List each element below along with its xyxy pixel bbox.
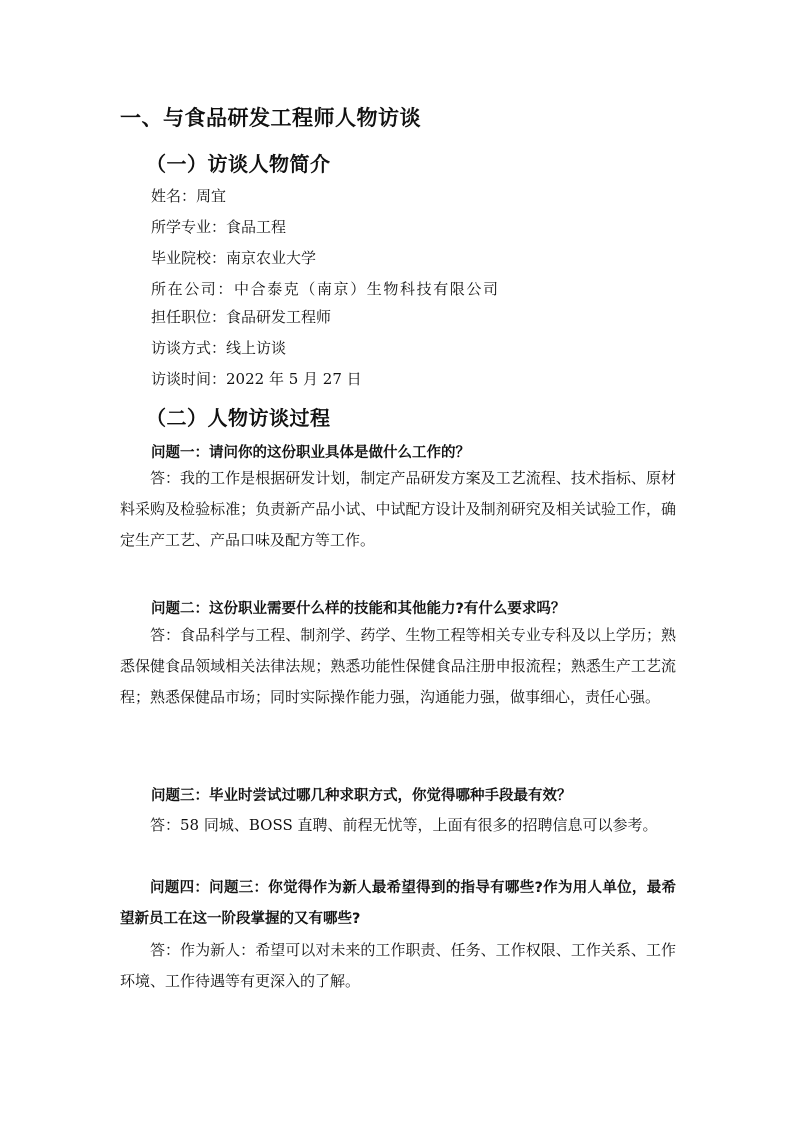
answer-3: 答：58 同城、BOSS 直聘、前程无忧等，上面有很多的招聘信息可以参考。 [150,816,658,834]
question-4: 问题四：问题三：你觉得作为新人最希望得到的指导有哪些?作为用人单位，最希望新员工在这一阶段掌握的又有哪些? [120,880,676,927]
question-3: 问题三：毕业时尝试过哪几种求职方式，你觉得哪种手段最有效？ [151,788,572,804]
profile-position: 担任职位：食品研发工程师 [151,308,332,326]
process-heading: （二）人物访谈过程 [146,406,331,430]
answer-4: 答：作为新人：希望可以对未来的工作职责、任务、工作权限、工作关系、工作环境、工作待遇等有更深入的了解。 [120,941,676,990]
profile-major: 所学专业：食品工程 [151,218,287,236]
question-2: 问题二：这份职业需要什么样的技能和其他能力?有什么要求吗？ [151,601,566,617]
profile-name: 姓名：周宜 [151,187,227,205]
section-title: 一、与食品研发工程师人物访谈 [120,106,421,130]
question-1: 问题一：请问你的这份职业具体是做什么工作的？ [151,445,470,461]
profile-date: 访谈时间：2022 年 5 月 27 日 [151,370,362,388]
profile-company: 所在公司：中合泰克（南京）生物科技有限公司 [151,280,500,298]
answer-2: 答：食品科学与工程、制剂学、药学、生物工程等相关专业专科及以上学历；熟悉保健食品领域相关法律法规；熟悉功能性保健食品注册申报流程；熟悉生产工艺流程；熟悉保健品市场；同时实际操作能力强，沟通能力强，做事细心，责任心强。 [120,626,676,706]
answer-1: 答：我的工作是根据研发计划，制定产品研发方案及工艺流程、技术指标、原材料采购及检验标准；负责新产品小试、中试配方设计及制剂研究及相关试验工作，确定生产工艺、产品口味及配方等工作。 [120,469,676,549]
profile-heading: （一）访谈人物简介 [146,152,331,176]
profile-school: 毕业院校：南京农业大学 [151,249,317,267]
profile-method: 访谈方式：线上访谈 [151,339,287,357]
